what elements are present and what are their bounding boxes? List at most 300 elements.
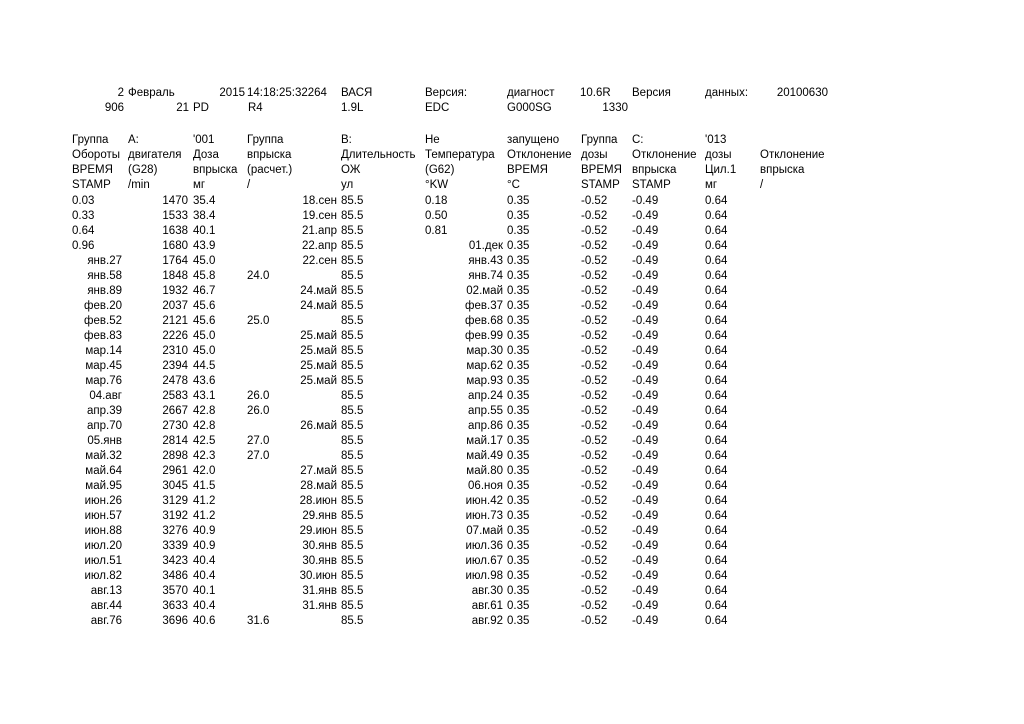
table-cell: -0.52 — [581, 195, 608, 207]
table-cell: 3696 — [162, 615, 188, 627]
table-cell: 18.сен — [302, 195, 337, 207]
table-cell: 29.июн — [299, 525, 337, 537]
table-cell: авг.61 — [471, 600, 503, 612]
column-header-cell: ул — [341, 179, 354, 191]
table-cell: 3486 — [162, 570, 188, 582]
table-cell: 85.5 — [341, 195, 364, 207]
column-header-cell: ВРЕМЯ — [507, 164, 548, 176]
table-cell: -0.52 — [581, 315, 608, 327]
table-cell: 2898 — [162, 450, 188, 462]
table-cell: 0.64 — [705, 405, 728, 417]
column-header-cell: дозы — [581, 149, 608, 161]
table-cell: 0.35 — [507, 585, 530, 597]
column-header-line — [0, 133, 1024, 148]
table-cell: 2730 — [162, 420, 188, 432]
table-cell: 2310 — [162, 345, 188, 357]
table-cell: -0.52 — [581, 450, 608, 462]
table-cell: 85.5 — [341, 405, 364, 417]
table-cell: -0.52 — [581, 210, 608, 222]
table-cell: 1680 — [162, 240, 188, 252]
table-cell: 85.5 — [341, 360, 364, 372]
table-cell: -0.49 — [632, 360, 659, 372]
column-header-cell: °KW — [425, 179, 449, 191]
table-cell: 0.64 — [705, 240, 728, 252]
table-cell: 26.май — [300, 420, 337, 432]
table-cell: 85.5 — [341, 420, 364, 432]
table-cell: 0.64 — [705, 225, 728, 237]
table-cell: 0.64 — [705, 570, 728, 582]
table-cell: -0.52 — [581, 615, 608, 627]
table-cell: 3570 — [162, 585, 188, 597]
table-cell: 0.35 — [507, 195, 530, 207]
table-cell: 42.5 — [193, 435, 216, 447]
header-code-1: 906 — [104, 102, 124, 114]
table-cell: апр.39 — [86, 405, 122, 417]
header-diag-version: 10.6R — [580, 87, 611, 99]
header-month: Февраль — [128, 87, 175, 99]
column-header-cell: Отклонение — [760, 149, 825, 161]
table-cell: 40.1 — [193, 585, 216, 597]
table-cell: 85.5 — [341, 210, 364, 222]
table-cell: 0.64 — [705, 555, 728, 567]
table-cell: мар.45 — [85, 360, 122, 372]
table-cell: 0.35 — [507, 285, 530, 297]
table-cell: июл.98 — [465, 570, 503, 582]
table-cell: 41.2 — [193, 495, 216, 507]
table-cell: 0.50 — [425, 210, 448, 222]
table-cell: -0.49 — [632, 300, 659, 312]
table-cell: -0.52 — [581, 390, 608, 402]
table-row — [0, 224, 1024, 239]
table-cell: 0.35 — [507, 435, 530, 447]
column-header-cell: STAMP — [72, 179, 111, 191]
table-cell: апр.70 — [86, 420, 122, 432]
table-cell: 45.6 — [193, 315, 216, 327]
table-cell: 0.35 — [507, 360, 530, 372]
table-cell: 35.4 — [193, 195, 216, 207]
table-cell: 46.7 — [193, 285, 216, 297]
table-cell: -0.49 — [632, 465, 659, 477]
column-header-cell: '013 — [705, 134, 727, 146]
table-cell: авг.76 — [90, 615, 122, 627]
table-cell: -0.49 — [632, 345, 659, 357]
table-cell: 0.64 — [705, 300, 728, 312]
table-cell: май.64 — [85, 465, 122, 477]
table-cell: -0.49 — [632, 450, 659, 462]
table-cell: июн.88 — [84, 525, 122, 537]
column-header-cell: мг — [705, 179, 718, 191]
column-header-cell: Группа — [72, 134, 109, 146]
table-cell: 85.5 — [341, 300, 364, 312]
table-cell: 85.5 — [341, 450, 364, 462]
table-cell: 0.35 — [507, 465, 530, 477]
table-cell: 25.май — [300, 345, 337, 357]
table-cell: 24.0 — [247, 270, 270, 282]
table-cell: 0.35 — [507, 345, 530, 357]
table-cell: -0.49 — [632, 270, 659, 282]
table-cell: 85.5 — [341, 255, 364, 267]
table-row — [0, 599, 1024, 614]
column-header-cell: впрыска — [193, 164, 238, 176]
table-row — [0, 554, 1024, 569]
table-cell: май.80 — [466, 465, 503, 477]
table-cell: -0.52 — [581, 525, 608, 537]
column-header-cell: ВРЕМЯ — [72, 164, 113, 176]
table-row — [0, 419, 1024, 434]
table-cell: 41.2 — [193, 510, 216, 522]
table-cell: 2121 — [162, 315, 188, 327]
table-row — [0, 389, 1024, 404]
table-row — [0, 254, 1024, 269]
table-cell: мар.30 — [466, 345, 503, 357]
table-cell: -0.49 — [632, 555, 659, 567]
table-cell: -0.49 — [632, 585, 659, 597]
table-cell: фев.99 — [465, 330, 503, 342]
table-cell: -0.52 — [581, 375, 608, 387]
column-header-cell: ОЖ — [341, 164, 361, 176]
table-cell: -0.49 — [632, 615, 659, 627]
table-cell: -0.52 — [581, 345, 608, 357]
table-cell: 43.9 — [193, 240, 216, 252]
table-cell: 41.5 — [193, 480, 216, 492]
table-cell: 24.май — [300, 285, 337, 297]
table-cell: янв.89 — [87, 285, 122, 297]
table-cell: 0.96 — [72, 240, 95, 252]
table-cell: 0.35 — [507, 525, 530, 537]
column-header-cell: мг — [193, 179, 206, 191]
table-cell: мар.62 — [466, 360, 503, 372]
table-cell: 25.май — [300, 330, 337, 342]
table-cell: 85.5 — [341, 270, 364, 282]
column-header-cell: /min — [128, 179, 150, 191]
table-row — [0, 194, 1024, 209]
table-cell: 22.сен — [302, 255, 337, 267]
table-cell: 42.8 — [193, 405, 216, 417]
table-row — [0, 449, 1024, 464]
table-cell: 40.1 — [193, 225, 216, 237]
column-header-line — [0, 178, 1024, 193]
column-header-cell: Отклонение — [632, 149, 697, 161]
table-cell: янв.74 — [468, 270, 503, 282]
column-header-cell: B: — [341, 134, 352, 146]
column-header-cell: Доза — [193, 149, 219, 161]
table-cell: 0.35 — [507, 390, 530, 402]
table-cell: 0.64 — [705, 615, 728, 627]
table-cell: мар.93 — [466, 375, 503, 387]
table-cell: 85.5 — [341, 285, 364, 297]
table-cell: 0.64 — [705, 600, 728, 612]
table-cell: -0.49 — [632, 495, 659, 507]
table-cell: фев.20 — [84, 300, 122, 312]
table-cell: 0.35 — [507, 255, 530, 267]
table-cell: 0.35 — [507, 600, 530, 612]
table-cell: 06.ноя — [468, 480, 503, 492]
table-cell: 0.35 — [507, 615, 530, 627]
column-header-cell: Цил.1 — [705, 164, 737, 176]
table-cell: 3045 — [162, 480, 188, 492]
column-header-cell: (G62) — [425, 164, 455, 176]
table-cell: 85.5 — [341, 570, 364, 582]
column-header-cell: '001 — [193, 134, 215, 146]
table-cell: май.17 — [466, 435, 503, 447]
table-cell: -0.52 — [581, 555, 608, 567]
table-cell: июл.67 — [465, 555, 503, 567]
column-header-cell: C: — [632, 134, 644, 146]
table-cell: 0.35 — [507, 375, 530, 387]
table-cell: янв.58 — [87, 270, 122, 282]
table-cell: -0.52 — [581, 285, 608, 297]
table-cell: -0.49 — [632, 210, 659, 222]
table-cell: 26.0 — [247, 390, 270, 402]
table-cell: 0.64 — [705, 255, 728, 267]
table-cell: фев.68 — [465, 315, 503, 327]
table-cell: 42.0 — [193, 465, 216, 477]
table-cell: -0.49 — [632, 525, 659, 537]
header-r4: R4 — [248, 102, 263, 114]
table-cell: 0.35 — [507, 555, 530, 567]
table-cell: июн.57 — [84, 510, 122, 522]
table-cell: 45.0 — [193, 330, 216, 342]
table-cell: 43.6 — [193, 375, 216, 387]
table-cell: -0.52 — [581, 420, 608, 432]
table-cell: 0.64 — [705, 450, 728, 462]
table-cell: 0.64 — [705, 420, 728, 432]
table-cell: 0.35 — [507, 450, 530, 462]
table-row — [0, 584, 1024, 599]
table-cell: 27.0 — [247, 435, 270, 447]
table-cell: 30.янв — [302, 555, 337, 567]
table-cell: авг.13 — [90, 585, 122, 597]
table-row — [0, 239, 1024, 254]
table-cell: 27.0 — [247, 450, 270, 462]
table-cell: -0.52 — [581, 540, 608, 552]
table-cell: 85.5 — [341, 540, 364, 552]
table-cell: -0.49 — [632, 570, 659, 582]
table-cell: 1848 — [162, 270, 188, 282]
table-cell: мар.76 — [85, 375, 122, 387]
table-cell: 0.64 — [705, 315, 728, 327]
table-cell: июл.82 — [84, 570, 122, 582]
table-cell: 0.35 — [507, 495, 530, 507]
table-cell: 29.янв — [302, 510, 337, 522]
table-cell: 85.5 — [341, 225, 364, 237]
column-header-cell: впрыска — [632, 164, 677, 176]
table-cell: -0.52 — [581, 270, 608, 282]
column-header-cell: °C — [507, 179, 520, 191]
column-header-cell: Группа — [581, 134, 618, 146]
table-row — [0, 434, 1024, 449]
header-line-1 — [0, 86, 1024, 101]
table-cell: 85.5 — [341, 435, 364, 447]
table-cell: -0.52 — [581, 435, 608, 447]
table-cell: апр.24 — [467, 390, 503, 402]
table-cell: 0.64 — [705, 525, 728, 537]
table-cell: 85.5 — [341, 615, 364, 627]
table-cell: -0.52 — [581, 330, 608, 342]
table-cell: 0.18 — [425, 195, 448, 207]
table-row — [0, 524, 1024, 539]
table-cell: -0.52 — [581, 465, 608, 477]
table-cell: янв.27 — [87, 255, 122, 267]
table-cell: 0.35 — [507, 480, 530, 492]
table-row — [0, 614, 1024, 629]
table-cell: 0.64 — [705, 195, 728, 207]
table-cell: 0.64 — [705, 480, 728, 492]
table-cell: -0.52 — [581, 495, 608, 507]
table-cell: 85.5 — [341, 330, 364, 342]
table-cell: 0.64 — [705, 375, 728, 387]
table-cell: -0.49 — [632, 510, 659, 522]
table-cell: 85.5 — [341, 585, 364, 597]
column-header-cell: Отклонение — [507, 149, 572, 161]
table-cell: 0.64 — [705, 585, 728, 597]
table-cell: 3129 — [162, 495, 188, 507]
table-cell: 28.май — [300, 480, 337, 492]
table-cell: 0.35 — [507, 510, 530, 522]
table-cell: 0.03 — [72, 195, 95, 207]
header-num: 1330 — [602, 102, 628, 114]
table-cell: июл.20 — [84, 540, 122, 552]
table-cell: 40.4 — [193, 600, 216, 612]
table-cell: 04.авг — [89, 390, 122, 402]
table-row — [0, 269, 1024, 284]
table-cell: -0.49 — [632, 195, 659, 207]
table-cell: 85.5 — [341, 510, 364, 522]
header-day: 2 — [117, 87, 124, 99]
table-cell: 42.8 — [193, 420, 216, 432]
table-cell: -0.52 — [581, 255, 608, 267]
table-cell: 45.0 — [193, 345, 216, 357]
header-data-label-2: данных: — [705, 87, 749, 99]
table-cell: 07.май — [466, 525, 503, 537]
table-cell: 0.35 — [507, 330, 530, 342]
table-row — [0, 404, 1024, 419]
table-cell: 0.35 — [507, 570, 530, 582]
table-cell: 85.5 — [341, 555, 364, 567]
table-cell: авг.44 — [90, 600, 122, 612]
table-cell: 0.64 — [705, 435, 728, 447]
table-cell: 85.5 — [341, 375, 364, 387]
table-cell: 1932 — [162, 285, 188, 297]
table-cell: 0.35 — [507, 540, 530, 552]
table-cell: 1638 — [162, 225, 188, 237]
table-cell: -0.49 — [632, 240, 659, 252]
table-cell: -0.49 — [632, 315, 659, 327]
table-cell: 42.3 — [193, 450, 216, 462]
column-header-cell: впрыска — [247, 149, 292, 161]
table-cell: 02.май — [466, 285, 503, 297]
table-cell: 31.янв — [302, 585, 337, 597]
header-line-2 — [0, 101, 1024, 116]
table-cell: 0.64 — [705, 510, 728, 522]
header-ecu: G000SG — [507, 102, 552, 114]
table-cell: 85.5 — [341, 465, 364, 477]
table-cell: 0.35 — [507, 300, 530, 312]
table-cell: 3192 — [162, 510, 188, 522]
header-code-2: 21 — [176, 102, 189, 114]
table-cell: фев.83 — [84, 330, 122, 342]
table-cell: -0.52 — [581, 480, 608, 492]
column-header-cell: (G28) — [128, 164, 158, 176]
table-cell: 38.4 — [193, 210, 216, 222]
table-cell: -0.52 — [581, 600, 608, 612]
table-cell: 44.5 — [193, 360, 216, 372]
table-cell: 30.июн — [299, 570, 337, 582]
table-cell: 01.дек — [468, 240, 503, 252]
table-cell: 45.8 — [193, 270, 216, 282]
column-header-cell: дозы — [705, 149, 732, 161]
table-cell: 85.5 — [341, 240, 364, 252]
header-engine: 1.9L — [341, 102, 364, 114]
table-row — [0, 209, 1024, 224]
table-cell: 40.4 — [193, 555, 216, 567]
table-cell: 22.апр — [301, 240, 337, 252]
table-cell: 1533 — [162, 210, 188, 222]
table-cell: 0.64 — [705, 540, 728, 552]
table-cell: 25.май — [300, 360, 337, 372]
table-cell: 0.64 — [705, 345, 728, 357]
column-header-cell: A: — [128, 134, 139, 146]
table-cell: янв.43 — [468, 255, 503, 267]
table-cell: 21.апр — [301, 225, 337, 237]
table-cell: 85.5 — [341, 495, 364, 507]
column-header-cell: STAMP — [632, 179, 671, 191]
table-cell: 0.35 — [507, 420, 530, 432]
table-cell: 2037 — [162, 300, 188, 312]
table-cell: апр.55 — [467, 405, 503, 417]
table-row — [0, 344, 1024, 359]
table-cell: 0.64 — [705, 210, 728, 222]
table-cell: 0.64 — [705, 270, 728, 282]
table-cell: -0.52 — [581, 570, 608, 582]
header-data-version: 20100630 — [776, 87, 828, 99]
table-cell: июн.42 — [465, 495, 503, 507]
table-cell: 40.4 — [193, 570, 216, 582]
table-cell: 2394 — [162, 360, 188, 372]
table-cell: -0.49 — [632, 375, 659, 387]
column-header-cell: (расчет.) — [247, 164, 293, 176]
header-data-label-1: Версия — [632, 87, 671, 99]
table-cell: 26.0 — [247, 405, 270, 417]
column-header-cell: Не — [425, 134, 440, 146]
table-cell: -0.49 — [632, 540, 659, 552]
table-cell: 31.6 — [247, 615, 270, 627]
column-header-cell: двигателя — [128, 149, 182, 161]
table-cell: июл.36 — [465, 540, 503, 552]
table-cell: 0.35 — [507, 405, 530, 417]
table-row — [0, 299, 1024, 314]
table-cell: 0.81 — [425, 225, 448, 237]
table-cell: 0.35 — [507, 210, 530, 222]
table-cell: 85.5 — [341, 315, 364, 327]
table-cell: июн.73 — [465, 510, 503, 522]
table-cell: 28.июн — [299, 495, 337, 507]
table-cell: 85.5 — [341, 390, 364, 402]
table-cell: 45.6 — [193, 300, 216, 312]
column-header-cell: ВРЕМЯ — [581, 164, 622, 176]
table-cell: -0.49 — [632, 225, 659, 237]
table-cell: 85.5 — [341, 600, 364, 612]
table-row — [0, 359, 1024, 374]
table-cell: 2583 — [162, 390, 188, 402]
table-row — [0, 329, 1024, 344]
table-cell: 3423 — [162, 555, 188, 567]
column-header-cell: Обороты — [72, 149, 120, 161]
table-cell: 0.64 — [705, 330, 728, 342]
table-cell: 31.янв — [302, 600, 337, 612]
table-cell: -0.52 — [581, 300, 608, 312]
table-cell: -0.49 — [632, 600, 659, 612]
